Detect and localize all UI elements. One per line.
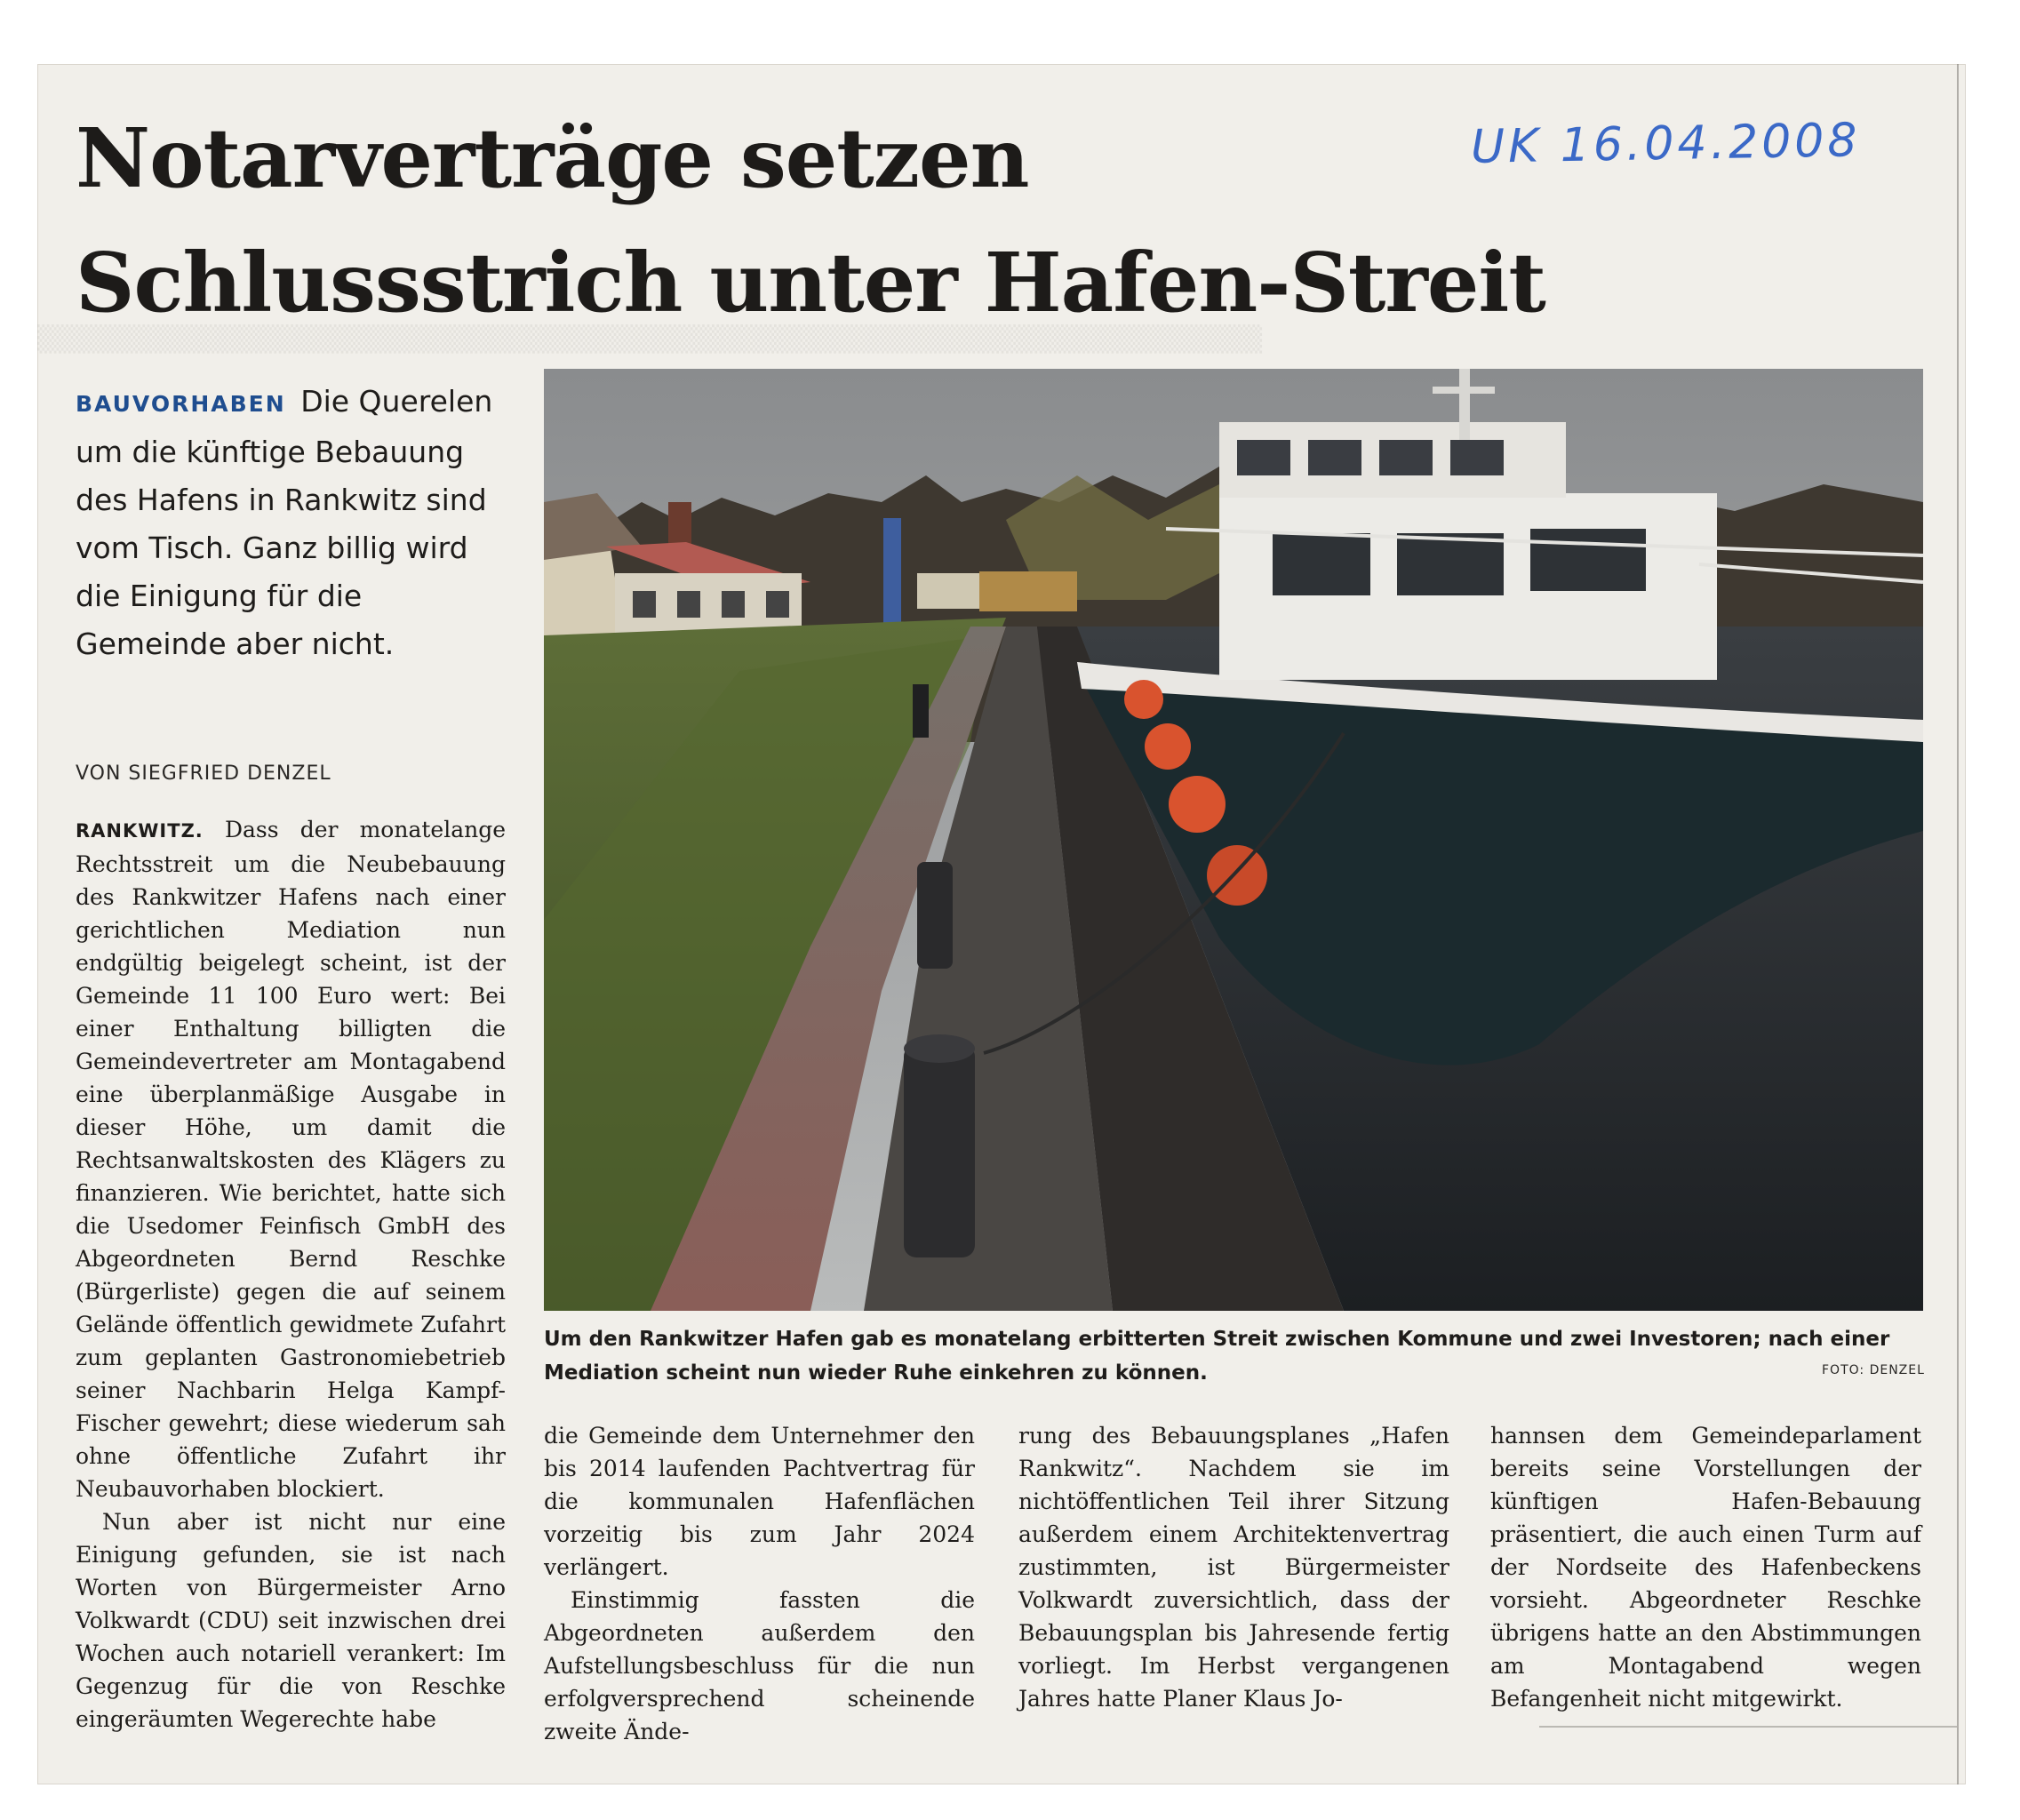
handwritten-date-note: UK 16.04.2008	[1470, 114, 1861, 174]
text-column-4	[1490, 1419, 1921, 1715]
text-column-2	[544, 1419, 975, 1748]
paragraph: Einstimmig fassten die Abgeordneten außerdem den Aufstellungsbeschluss für die nun erfolgversprechend scheinende zweite Ände-	[544, 1587, 975, 1744]
photo-credit: FOTO: DENZEL	[1822, 1363, 1925, 1377]
cut-edge-line	[1539, 1726, 1957, 1728]
lead-text: Die Querelen um die künftige Bebauung des Hafens in Rankwitz sind vom Tisch. Ganz billig wird die Einigung für die Gemeinde aber nicht.	[76, 384, 493, 661]
byline: VON SIEGFRIED DENZEL	[76, 762, 331, 785]
paragraph-text: Dass der monatelange Rechtsstreit um die Neubebauung des Rankwitzer Hafens nach einer gerichtlichen Mediation nun endgültig beigelegt scheint, ist der Gemeinde 11 100 Euro wert: Bei einer Enthaltung billigten die Gemeindevertreter am Montagabend eine überplanmäßige Ausgabe in dieser Höhe, um damit die Rechtsanwaltskosten des Klägers zu finanzieren. Wie berichtet, hatte sich die Usedomer Feinfisch GmbH des Abgeordneten Bernd Reschke (Bürgerliste) gegen die auf seinem Gelände öffentlich gewidmete Zufahrt zum geplanten Gastronomiebetrieb seiner Nachbarin Helga Kampf-Fischer gewehrt; diese wiederum sah ohne öffentliche Zufahrt ihr Neubauvorhaben blockiert.	[76, 817, 506, 1502]
bleed-through-text: ▒▒▒▒▒▒▒▒▒▒▒▒▒▒▒▒▒▒▒▒▒▒▒▒▒▒▒▒▒▒▒▒▒▒▒▒▒▒▒▒▒▒▒▒▒▒▒▒▒▒▒▒▒▒▒▒▒▒▒▒▒▒▒▒	[37, 324, 1263, 354]
harbor-photo	[544, 369, 1923, 1311]
text-column-1	[76, 813, 506, 1736]
dateline: RANKWITZ.	[76, 820, 204, 842]
article-lead	[76, 378, 502, 668]
kicker: BAUVORHABEN	[76, 391, 286, 417]
paragraph: die Gemeinde dem Unternehmer den bis 2014 laufenden Pachtvertrag für die kommunalen Hafenflächen vorzeitig bis zum Jahr 2024 verlängert.	[544, 1423, 975, 1580]
paragraph: rung des Bebauungsplanes „Hafen Rankwitz“. Nachdem sie im nichtöffentlichen Teil ihrer Sitzung außerdem einem Architektenvertrag zustimmten, ist Bürgermeister Volkwardt zuversichtlich, dass der Bebauungsplan bis Jahresende fertig vorliegt. Im Herbst vergangenen Jahres hatte Planer Klaus Jo-	[1018, 1423, 1449, 1712]
paragraph	[76, 813, 506, 1505]
headline-line-1: Notarverträge setzen	[76, 110, 1029, 206]
paragraph: Nun aber ist nicht nur eine Einigung gefunden, sie ist nach Worten von Bürgermeister Arno Volkwardt (CDU) seit inzwischen drei Wochen auch notariell verankert: Im Gegenzug für die von Reschke eingeräumten Wegerechte habe	[76, 1509, 506, 1732]
headline-line-2: Schlussstrich unter Hafen-Streit	[76, 235, 1545, 331]
paragraph: hannsen dem Gemeindeparlament bereits seine Vorstellungen der künftigen Hafen-Bebauung präsentiert, die auch einen Turm auf der Nordseite des Hafenbeckens vorsieht. Abgeordneter Reschke übrigens hatte an den Abstimmungen am Montagabend wegen Befangenheit nicht mitgewirkt.	[1490, 1423, 1921, 1712]
text-column-3	[1018, 1419, 1449, 1715]
cut-edge-line	[1957, 64, 1959, 1784]
harbor-photo-image	[544, 369, 1923, 1311]
photo-caption: Um den Rankwitzer Hafen gab es monatelang erbitterten Streit zwischen Kommune und zwei Investoren; nach einer Mediation scheint nun wieder Ruhe einkehren zu können.	[544, 1328, 1890, 1385]
